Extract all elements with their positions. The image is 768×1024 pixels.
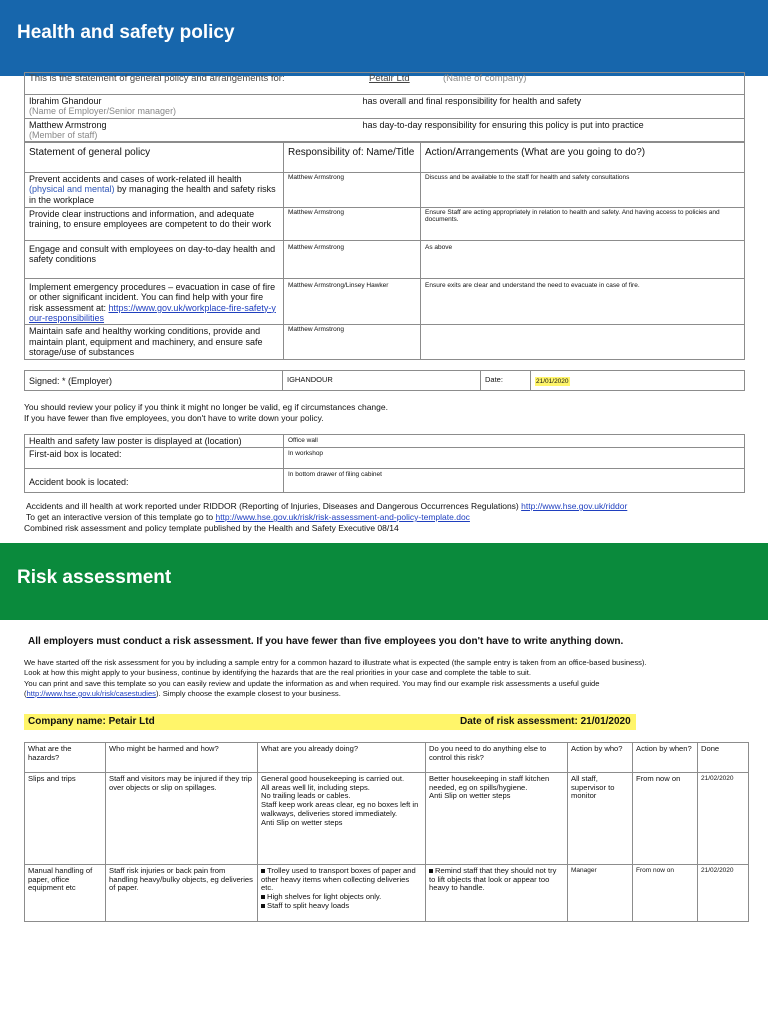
policy-responsibility[interactable]: Matthew Armstrong (284, 325, 421, 360)
risk-header: Done (698, 743, 749, 773)
policy-header-row (25, 143, 745, 173)
signature-table (24, 370, 745, 391)
risk-done[interactable]: 21/02/2020 (698, 865, 749, 922)
published-line: Combined risk assessment and policy template published by the Health and Safety Executive 08/14 (24, 523, 399, 534)
date-label: Date: (481, 371, 531, 391)
risk-header-row (25, 743, 749, 773)
policy-action[interactable] (421, 325, 745, 360)
signature-date-cell (531, 371, 745, 391)
location-value[interactable]: In workshop (284, 448, 745, 469)
policy-statement: Maintain safe and healthy working conditions, provide and maintain plant, equipment and machinery, and ensure safe storage/use of substances (25, 325, 284, 360)
bullet-icon (261, 869, 265, 873)
policy-row (25, 208, 745, 241)
risk-row (25, 773, 749, 865)
policy-statement: Implement emergency procedures – evacuation in case of fire or other significant incident. You can find help with your fire risk assessment at: https://www.gov.uk/workplace-fire-safety-your-responsibilities (25, 279, 284, 325)
risk-who[interactable]: Staff risk injuries or back pain from handling heavy/bulky objects, eg deliveries of paper. (106, 865, 258, 922)
location-value[interactable]: In bottom drawer of filing cabinet (284, 469, 745, 493)
policy-action[interactable]: Ensure Staff are acting appropriately in relation to health and safety. And having access to policies and documents. (421, 208, 745, 241)
risk-hazard[interactable]: Manual handling of paper, office equipment etc (25, 865, 106, 922)
risk-by-when[interactable]: From now on (633, 773, 698, 865)
casestudies-link[interactable]: http://www.hse.gov.uk/risk/casestudies (26, 688, 156, 698)
risk-assessment-banner (0, 543, 768, 620)
policy-row (25, 279, 745, 325)
risk-else[interactable]: Better housekeeping in staff kitchen needed, eg on spills/hygiene. Anti Slip on wetter steps (426, 773, 568, 865)
risk-company[interactable]: Company name: Petair Ltd (28, 716, 155, 727)
risk-header: Who might be harmed and how? (106, 743, 258, 773)
risk-table (24, 742, 749, 922)
page-title: Health and safety policy (17, 22, 235, 43)
risk-header: Action by who? (568, 743, 633, 773)
employer-name[interactable]: Ibrahim Ghandour (29, 96, 102, 106)
policy-statement: Provide clear instructions and information, and adequate training, to ensure employees are competent to do their work (25, 208, 284, 241)
risk-by-who[interactable]: Manager (568, 865, 633, 922)
location-label: Accident book is located: (25, 469, 284, 493)
policy-responsibility[interactable]: Matthew Armstrong (284, 241, 421, 279)
risk-title: Risk assessment (17, 567, 172, 588)
policy-row (25, 325, 745, 360)
risk-bold-line: All employers must conduct a risk assessment. If you have fewer than five employees you don't have to write anything down. (28, 636, 624, 647)
riddor-line: Accidents and ill health at work reported under RIDDOR (Reporting of Injuries, Diseases and Dangerous Occurrences Regulations) http://www.hse.gov.uk/riddor (26, 501, 628, 511)
location-table (24, 434, 745, 493)
template-line: To get an interactive version of this template go to http://www.hse.gov.uk/risk/risk-assessment-and-policy-template.doc (26, 512, 470, 523)
policy-header: Action/Arrangements (What are you going to do?) (421, 143, 745, 173)
policy-responsibility[interactable]: Matthew Armstrong (284, 208, 421, 241)
policy-row (25, 173, 745, 208)
fire-safety-link[interactable]: https://www.gov.uk/workplace-fire-safety-your-responsibilities (29, 302, 276, 324)
footer-notes (26, 501, 627, 534)
template-link[interactable]: http://www.hse.gov.uk/risk/risk-assessment-and-policy-template.doc (215, 512, 470, 523)
responsibility-row (25, 118, 745, 142)
statement-text: This is the statement of general policy and arrangements for: (29, 73, 285, 84)
location-label: First-aid box is located: (25, 448, 284, 469)
policy-responsibility[interactable]: Matthew Armstrong (284, 173, 421, 208)
risk-by-who[interactable]: All staff, supervisor to monitor (568, 773, 633, 865)
staff-duty: has day-to-day responsibility for ensuring this policy is put into practice (362, 119, 644, 130)
risk-header: What are you already doing? (258, 743, 426, 773)
staff-role: (Member of staff) (29, 130, 98, 141)
policy-action[interactable]: Discuss and be available to the staff for health and safety consultations (421, 173, 745, 208)
policy-statement: Engage and consult with employees on day-to-day health and safety conditions (25, 241, 284, 279)
risk-date[interactable]: Date of risk assessment: 21/01/2020 (460, 716, 631, 727)
policy-responsibility[interactable]: Matthew Armstrong/Linsey Hawker (284, 279, 421, 325)
signature-date[interactable]: 21/01/2020 (536, 378, 569, 385)
bullet-icon (261, 904, 265, 908)
signature-name[interactable]: IGHANDOUR (283, 371, 481, 391)
bullet-icon (261, 895, 265, 899)
policy-row (25, 241, 745, 279)
employer-role: (Name of Employer/Senior manager) (29, 106, 177, 117)
signature-label: Signed: * (Employer) (25, 371, 283, 391)
policy-statement: Prevent accidents and cases of work-related ill health (physical and mental) by managing the health and safety risks in the workplace (25, 173, 284, 208)
policy-table (24, 142, 745, 360)
location-label: Health and safety law poster is displayed at (location) (25, 435, 284, 448)
staff-name[interactable]: Matthew Armstrong (29, 119, 107, 130)
review-note: You should review your policy if you think it might no longer be valid, eg if circumstances change. If you have fewer than five employees, you don't have to write down your policy. (24, 402, 388, 424)
statement-row (25, 73, 745, 95)
policy-action[interactable]: As above (421, 241, 745, 279)
risk-by-when[interactable]: From now on (633, 865, 698, 922)
policy-header: Statement of general policy (25, 143, 284, 173)
risk-doing[interactable]: General good housekeeping is carried out. All areas well lit, including steps. No trailing leads or cables. Staff keep work areas clear, eg no boxes left in walkways, deliveries stored immediately. Anti Slip on wetter steps (258, 773, 426, 865)
riddor-link[interactable]: http://www.hse.gov.uk/riddor (521, 501, 628, 511)
company-note: (Name of company) (443, 73, 527, 84)
risk-who[interactable]: Staff and visitors may be injured if they trip over objects or slip on spillages. (106, 773, 258, 865)
risk-done[interactable]: 21/02/2020 (698, 773, 749, 865)
risk-hazard[interactable]: Slips and trips (25, 773, 106, 865)
risk-doing[interactable]: Trolley used to transport boxes of paper and other heavy items when collecting deliveries etc. High shelves for light objects only. Staff to split heavy loads (258, 865, 426, 922)
responsibility-row (25, 95, 745, 119)
risk-header: Action by when? (633, 743, 698, 773)
health-safety-banner (0, 0, 768, 76)
risk-row (25, 865, 749, 922)
risk-header: What are the hazards? (25, 743, 106, 773)
company-bar (24, 714, 636, 730)
company-name[interactable]: Petair Ltd (369, 73, 410, 84)
risk-intro: We have started off the risk assessment for you by including a sample entry for a common hazard to illustrate what is expected (the sample entry is taken from an office-based business). Look at how this might apply to your business, continue by identifying the hazards that are the real priorities in your case and complete the table to suit. You can print and save this template so you can easily review and update the information as and when required. You may find our example risk assessments a useful guide (http://www.hse.gov.uk/risk/casestudies). Simply choose the example closest to your business. (24, 658, 647, 698)
policy-header: Responsibility of: Name/Title (284, 143, 421, 173)
risk-else[interactable]: Remind staff that they should not try to lift objects that look or appear too heavy to handle. (426, 865, 568, 922)
risk-header: Do you need to do anything else to control this risk? (426, 743, 568, 773)
employer-duty: has overall and final responsibility for health and safety (362, 96, 582, 106)
statement-table (24, 72, 745, 142)
policy-action[interactable]: Ensure exits are clear and understand the need to evacuate in case of fire. (421, 279, 745, 325)
location-value[interactable]: Office wall (284, 435, 745, 448)
bullet-icon (429, 869, 433, 873)
